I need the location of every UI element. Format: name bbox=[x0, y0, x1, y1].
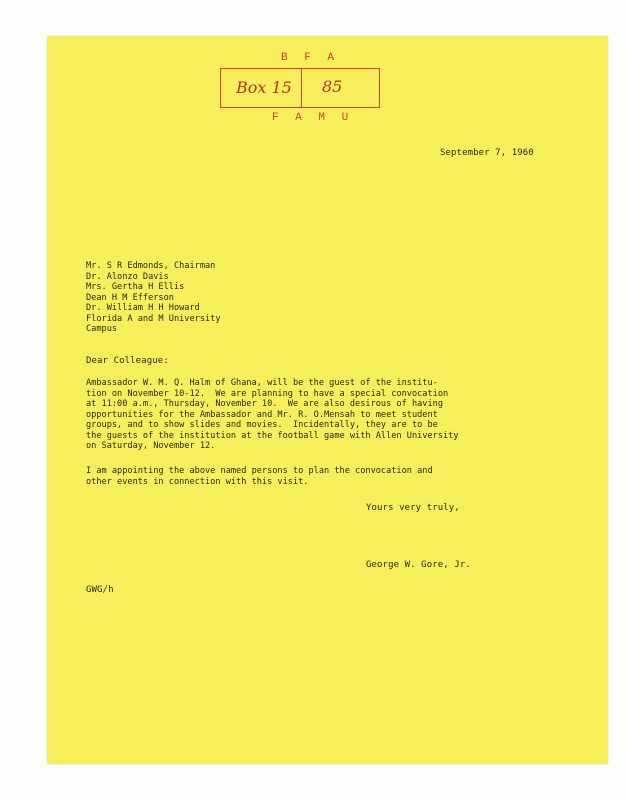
paragraph-line: opportunities for the Ambassador and Mr. R. O.Mensah to meet student bbox=[86, 409, 438, 420]
recipient-line: Mr. S R Edmonds, Chairman bbox=[86, 261, 216, 271]
recipient-line: Campus bbox=[86, 324, 118, 334]
letter-date: September 7, 1960 bbox=[440, 148, 534, 158]
stamp-divider bbox=[301, 69, 302, 107]
paragraph-line: at 11:00 a.m., Thursday, November 10. We are also desirous of having bbox=[86, 399, 443, 409]
stamp-top-label: B F A bbox=[281, 52, 340, 64]
signatory: George W. Gore, Jr. bbox=[366, 560, 471, 570]
recipient-line: Florida A and M University bbox=[86, 313, 221, 324]
recipient-line: Dr. William H H Howard bbox=[86, 303, 200, 313]
typist-initials: GWG/h bbox=[86, 585, 114, 595]
stamp-box-number: Box 15 bbox=[236, 78, 292, 97]
recipient-line: Dr. Alonzo Davis bbox=[86, 271, 169, 282]
paragraph-line: on Saturday, November 12. bbox=[86, 441, 216, 451]
body-paragraph-2 bbox=[86, 466, 506, 487]
paragraph-line: tion on November 10-12. We are planning to have a special convocation bbox=[86, 388, 449, 399]
stamp-folder-number: 85 bbox=[322, 77, 343, 96]
closing: Yours very truly, bbox=[366, 503, 460, 513]
recipient-line: Mrs. Gertha H Ellis bbox=[86, 282, 185, 292]
paragraph-line: Ambassador W. M. Q. Halm of Ghana, will be the guest of the institu- bbox=[86, 378, 438, 388]
paragraph-line: other events in connection with this visit. bbox=[86, 476, 309, 487]
paragraph-line: groups, and to show slides and movies. Incidentally, they are to be bbox=[86, 420, 438, 430]
recipient-line: Dean H M Efferson bbox=[86, 292, 174, 303]
paragraph-line: the guests of the institution at the football game with Allen University bbox=[86, 430, 459, 441]
paragraph-line: I am appointing the above named persons to plan the convocation and bbox=[86, 466, 433, 476]
recipient-block bbox=[86, 261, 506, 335]
body-paragraph-1 bbox=[86, 378, 506, 452]
salutation: Dear Colleague: bbox=[86, 356, 169, 366]
stamp-bottom-label: F A M U bbox=[272, 112, 354, 124]
